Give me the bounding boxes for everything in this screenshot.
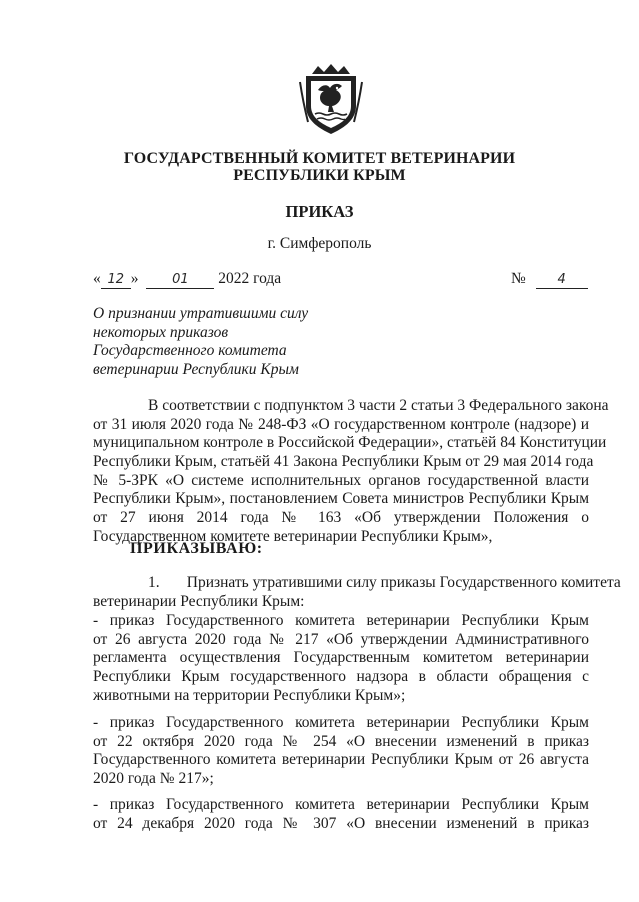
preamble-line: В соответствии с подпунктом 3 части 2 статьи 3 Федерального закона [148,397,609,414]
coat-of-arms-emblem [298,62,364,136]
bullet-3-line: - приказ Государственного комитета ветеринарии Республики Крым [93,796,589,813]
subject-line: ветеринарии Республики Крым [93,360,299,378]
preamble-line: Республики Крым, статьёй 41 Закона Республики Крым от 29 мая 2014 года [93,453,594,471]
date-close-quote: » [130,270,139,287]
preamble-paragraph [93,397,609,547]
item-1-paragraph [93,574,621,611]
bullet-1-line: регламента осуществления Государственным комитетом ветеринарии [93,649,589,667]
bullet-2-line: от 22 октября 2020 года № 254 «О внесении изменений в приказ [93,732,589,750]
item-1-line: ветеринарии Республики Крым: [93,592,305,610]
preamble-line: № 5-ЗРК «О системе исполнительных органов государственной власти [93,471,589,489]
bullet-3-line: от 24 декабря 2020 года № 307 «О внесении изменений в приказ [93,814,589,832]
bullet-2-paragraph [93,714,589,789]
order-number [511,270,588,289]
number-sign: № [511,270,526,287]
organization-name-line1: ГОСУДАРСТВЕННЫЙ КОМИТЕТ ВЕТЕРИНАРИИ [123,150,516,167]
organization-name-line2: РЕСПУБЛИКИ КРЫМ [233,167,406,184]
bullet-1-paragraph [93,612,589,705]
subject-line: О признании утратившими силу [93,305,309,322]
date-year: 2022 года [218,270,282,287]
orders-heading: ПРИКАЗЫВАЮ: [130,540,263,557]
document-type: ПРИКАЗ [285,202,354,221]
preamble-line: от 31 июля 2020 года № 248-ФЗ «О государственном контроле (надзоре) и [93,415,589,433]
bullet-1-line: Республики Крым государственного надзора в области обращения с [93,668,589,686]
preamble-line: от 27 июня 2014 года № 163 «Об утверждении Положения о [93,509,589,527]
date-open-quote: « [93,270,101,287]
preamble-line: Государственном комитете ветеринарии Республики Крым», [93,527,493,545]
item-1-line: 1. Признать утратившими силу приказы Государственного комитета [148,574,621,591]
bullet-1-line: - приказ Государственного комитета ветеринарии Республики Крым [93,612,589,629]
bullet-2-line: Государственного комитета ветеринарии Республики Крым от 26 августа [93,751,589,769]
number-value: 4 [536,272,588,289]
bullet-2-line: - приказ Государственного комитета ветеринарии Республики Крым [93,714,589,731]
preamble-line: Республики Крым», постановлением Совета министров Республики Крым [93,490,589,508]
order-subject [93,305,308,379]
bullet-1-line: от 26 августа 2020 года № 217 «Об утверждении Административного [93,630,589,648]
subject-line: Государственного комитета [93,342,287,359]
preamble-line: муниципальном контроле в Российской Федерации», статьёй 84 Конституции [93,434,607,452]
city-line: г. Симферополь [267,235,372,252]
date-day: 12 [101,272,131,289]
date-line [93,270,281,289]
date-month: 01 [146,272,214,289]
bullet-3-paragraph [93,796,589,833]
bullet-2-line: 2020 года № 217»; [93,770,214,788]
subject-line: некоторых приказов [93,323,229,341]
bullet-1-line: животными на территории Республики Крым»; [93,686,406,704]
